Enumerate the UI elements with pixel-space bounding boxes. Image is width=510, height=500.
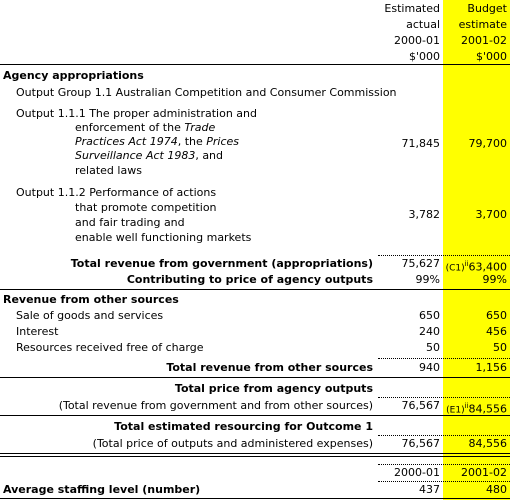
output-111-est: 71,845 — [401, 137, 440, 150]
staffing-rule-2 — [378, 481, 510, 482]
other-row-est: 240 — [419, 325, 440, 338]
output-112-bud: 3,700 — [475, 208, 507, 221]
total-gov-est: 75,627 — [401, 257, 440, 270]
header-est-4: $'000 — [408, 50, 440, 63]
contrib-est: 99% — [415, 273, 440, 286]
output-111-bud: 79,700 — [468, 137, 507, 150]
output-group-label: Output Group 1.1 Australian Competition and Consumer Commission — [16, 86, 397, 99]
resourcing-est: 76,567 — [401, 437, 440, 450]
output-111-line3: Practices Act 1974, the Prices — [75, 135, 240, 148]
output-112-line3: and fair trading and — [75, 216, 185, 229]
section-rule-1 — [0, 289, 510, 290]
header-rule — [0, 64, 510, 65]
resourcing-bud: 84,556 — [468, 437, 507, 450]
other-row-label: Interest — [16, 325, 59, 338]
header-bud-1: Budget — [467, 2, 507, 15]
header-est-2: actual — [406, 18, 440, 31]
output-112-est: 3,782 — [408, 208, 440, 221]
budget-column-highlight — [443, 0, 510, 500]
section-rule-4b — [0, 456, 510, 457]
resourcing-title: Total estimated resourcing for Outcome 1 — [114, 420, 373, 433]
other-total-bud: 1,156 — [475, 361, 507, 374]
subtotal-rule-4 — [378, 435, 510, 436]
other-total-label: Total revenue from other sources — [166, 361, 373, 374]
output-111-line4: Surveillance Act 1983, and — [75, 149, 224, 162]
other-row-bud: 650 — [486, 309, 507, 322]
output-111-line1: Output 1.1.1 The proper administration and — [16, 107, 258, 120]
output-111-line5: related laws — [75, 164, 142, 177]
section-rule-2 — [0, 377, 510, 378]
output-111-line2: enforcement of the Trade — [75, 121, 216, 134]
contrib-label: Contributing to price of agency outputs — [126, 273, 373, 286]
price-title: Total price from agency outputs — [174, 382, 373, 395]
header-est-1: Estimated — [384, 2, 440, 15]
output-112-line1: Output 1.1.2 Performance of actions — [16, 186, 217, 199]
header-bud-4: $'000 — [475, 50, 507, 63]
agency-title: Agency appropriations — [3, 69, 144, 82]
price-est: 76,567 — [401, 399, 440, 412]
section-rule-4 — [0, 453, 510, 454]
staffing-col-est: 2000-01 — [394, 466, 440, 479]
other-row-bud: 50 — [493, 341, 507, 354]
staffing-est: 437 — [419, 483, 440, 496]
other-row-est: 50 — [426, 341, 440, 354]
other-row-est: 650 — [419, 309, 440, 322]
subtotal-rule-1 — [378, 255, 510, 256]
other-row-label: Sale of goods and services — [16, 309, 164, 322]
staffing-col-bud: 2001-02 — [461, 466, 507, 479]
subtotal-rule-3 — [378, 397, 510, 398]
header-bud-2: estimate — [458, 18, 507, 31]
subtotal-rule-2 — [378, 358, 510, 359]
other-title: Revenue from other sources — [3, 293, 179, 306]
output-112-line2: that promote competition — [75, 201, 217, 214]
header-est-3: 2000-01 — [394, 34, 440, 47]
staffing-bud: 480 — [486, 483, 507, 496]
output-112-line4: enable well functioning markets — [75, 231, 252, 244]
section-rule-3 — [0, 415, 510, 416]
header-bud-3: 2001-02 — [461, 34, 507, 47]
other-row-label: Resources received free of charge — [16, 341, 204, 354]
staffing-label: Average staffing level (number) — [3, 483, 201, 496]
staffing-rule — [378, 464, 510, 465]
resourcing-sub: (Total price of outputs and administered expenses) — [92, 437, 373, 450]
other-row-bud: 456 — [486, 325, 507, 338]
contrib-bud: 99% — [482, 273, 507, 286]
total-gov-bud: $(C1)^{ii}63,400$ — [445, 260, 507, 274]
other-total-est: 940 — [419, 361, 440, 374]
price-bud: $(E1)^{ii}84,556$ — [446, 402, 507, 416]
price-sub: (Total revenue from government and from other sources) — [58, 399, 373, 412]
total-gov-label: Total revenue from government (appropriations) — [70, 257, 373, 270]
bottom-rule — [0, 498, 510, 499]
